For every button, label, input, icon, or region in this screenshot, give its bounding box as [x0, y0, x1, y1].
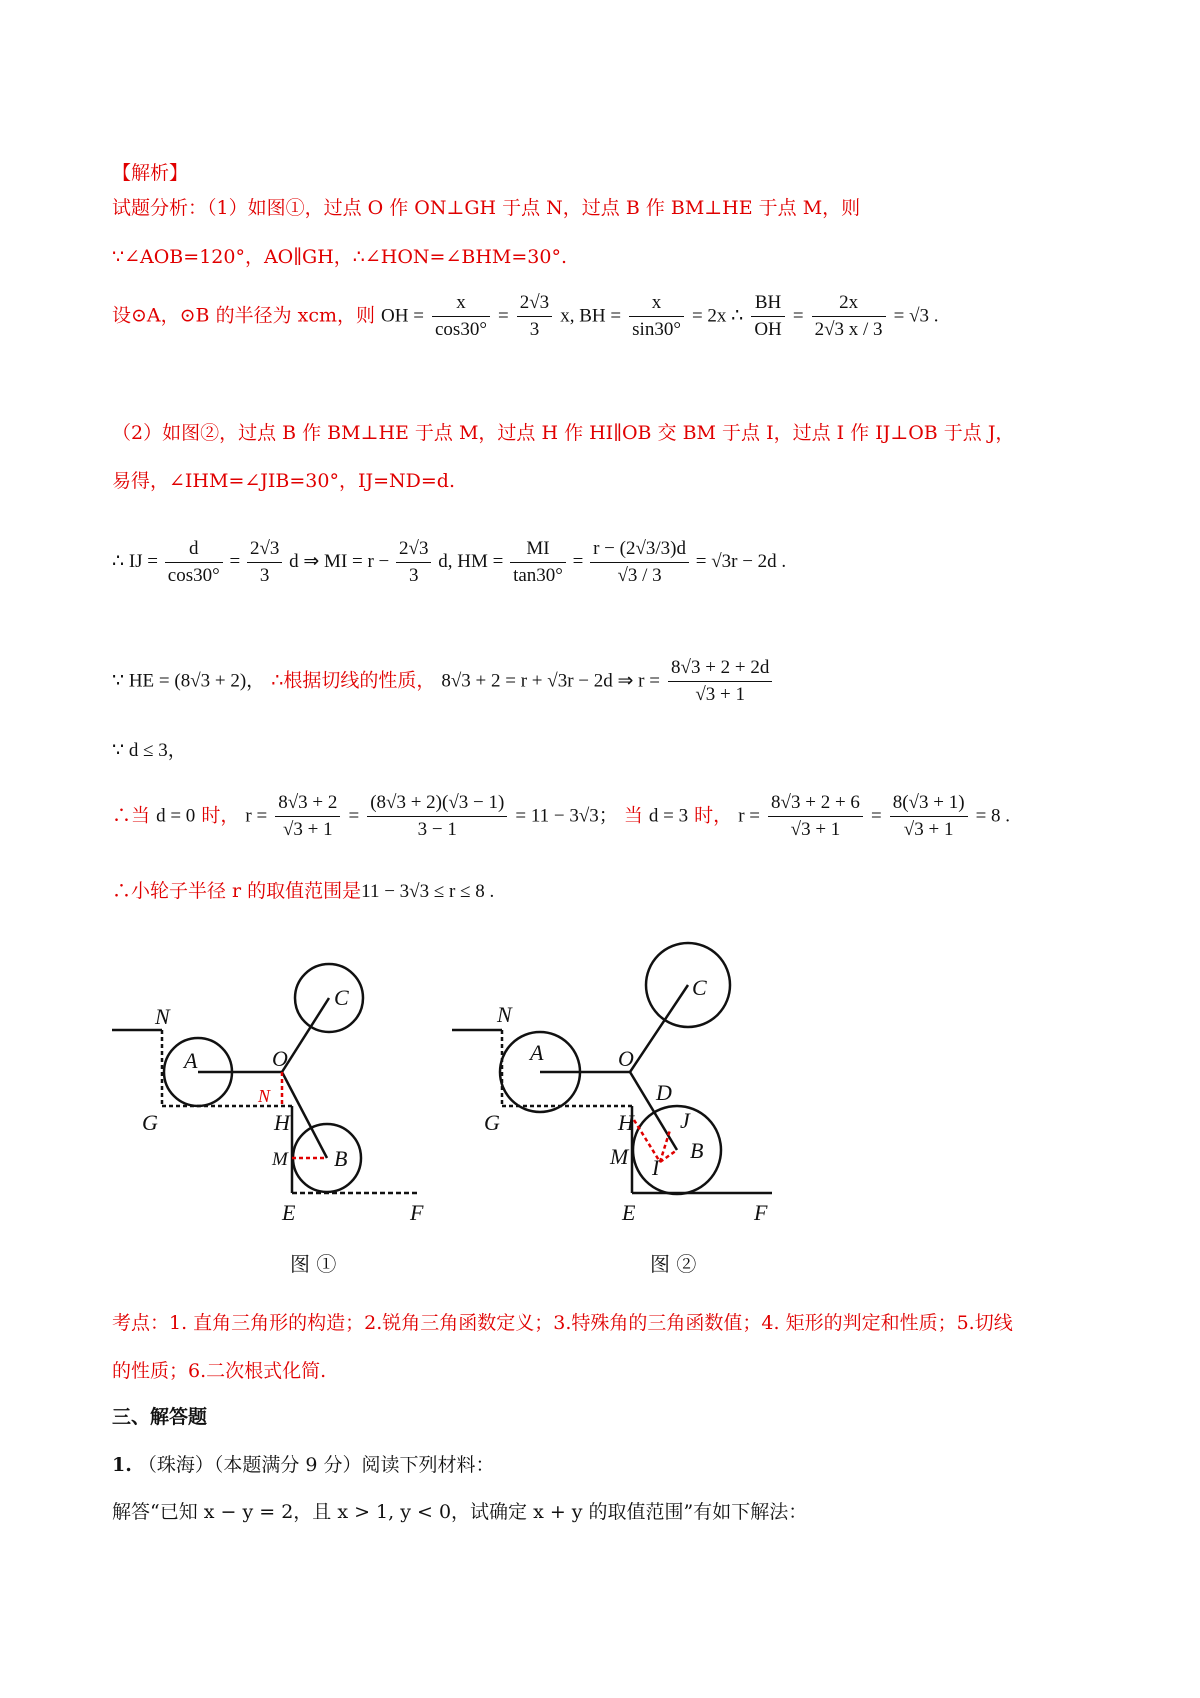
fig1-label-G: G: [142, 1110, 158, 1135]
fig1-label-H: H: [274, 1110, 290, 1135]
fig2-label-D: D: [656, 1080, 672, 1105]
fig1-label-N2: N: [258, 1086, 271, 1106]
fig2-label-F: F: [754, 1200, 768, 1225]
fig2-label-I: I: [652, 1155, 660, 1180]
problem-1: 1. （珠海）（本题满分 9 分）阅读下列材料：: [112, 1454, 495, 1476]
fig1-label-M: M: [272, 1149, 288, 1170]
fig2-label-G: G: [484, 1110, 500, 1135]
section-header: 【解析】: [112, 162, 189, 184]
fig2-label-B: B: [690, 1138, 704, 1163]
fig2-label-N: N: [497, 1002, 512, 1027]
analysis-line-9: ∴当 d = 0 时， r = $\frac{8√3 + 2}{√3 + 1}$ = $\frac{(8√3 + 2)(√3 - 1)}{3 - 1}$ = 11 − 3√3； 当 d = 3 时， r = $\frac{8√3 + 2 + 6}{√3 + 1}$ = $\frac{8(√3 + 1)}{√3 + 1}$ = 8 .: [112, 792, 1011, 840]
fig1-label-A: A: [184, 1048, 198, 1073]
problem-1-line-2: 解答“已知 x − y = 2，且 x > 1, y < 0，试确定 x + y 的取值范围”有如下解法：: [112, 1501, 808, 1523]
fig2-label-A: A: [530, 1040, 544, 1065]
analysis-line-10: ∴小轮子半径 r 的取值范围是11 − 3√3 ≤ r ≤ 8 .: [112, 880, 495, 902]
analysis-line-1: 试题分析：（1）如图①，过点 O 作 ON⊥GH 于点 N，过点 B 作 BM⊥HE 于点 M，则: [112, 197, 861, 219]
analysis-line-4: （2）如图②，过点 B 作 BM⊥HE 于点 M，过点 H 作 HI∥OB 交 BM 于点 I，过点 I 作 IJ⊥OB 于点 J，: [112, 422, 1015, 444]
figure-2-caption: 图 ②: [650, 1252, 697, 1276]
fig2-label-J: J: [680, 1108, 690, 1133]
figures-svg: [112, 930, 852, 1290]
analysis-line-7: ∵ HE = (8√3 + 2)， ∴根据切线的性质， 8√3 + 2 = r + √3r − 2d ⇒ r = $\frac{8√3 + 2 + 2d}{√3 + 1}$: [112, 655, 774, 708]
fig2-label-E: E: [622, 1200, 636, 1225]
analysis-line-3: 设⊙A，⊙B 的半径为 xcm，则 OH = $\frac{x}{\cos 30^\circ}$ = $\frac{2√3}{3}$ x, BH = $\frac{x}{\sin 30^\circ}$ = 2x ∴ $\frac{BH}{OH}$ = $\frac{2x}{2√3 x / 3}$ = √3 .: [112, 292, 939, 340]
fig1-label-F: F: [410, 1200, 424, 1225]
kaodian-line-1: 考点：1. 直角三角形的构造；2.锐角三角函数定义；3.特殊角的三角函数值；4. 矩形的判定和性质；5.切线: [112, 1312, 1013, 1334]
fig2-label-O: O: [618, 1046, 634, 1071]
section-title: 三、解答题: [112, 1406, 208, 1428]
fig1-label-O: O: [272, 1046, 288, 1071]
fig1-label-B: B: [334, 1146, 348, 1171]
fig1-label-N: N: [155, 1004, 170, 1029]
fig1-label-C: C: [334, 985, 349, 1010]
fig2-label-H: H: [618, 1110, 634, 1135]
kaodian-line-2: 的性质；6.二次根式化简.: [112, 1360, 327, 1382]
fig2-label-M: M: [610, 1144, 629, 1169]
fig1-label-E: E: [282, 1200, 296, 1225]
analysis-line-6: ∴ IJ = $\frac{d}{\cos 30^\circ}$ = $\frac{2√3}{3}$ d ⇒ MI = r − $\frac{2√3}{3}$ d, HM = $\frac{MI}{\tan 30^\circ}$ = $\frac{r - (2√3/3)d}{√3 / 3}$ = √3r − 2d .: [112, 538, 787, 586]
figure-1: [112, 964, 420, 1193]
geometry-figures: [112, 930, 852, 1290]
analysis-line-2: ∵∠AOB=120°，AO∥GH，∴∠HON=∠BHM=30°.: [112, 246, 568, 268]
figure-2-labels: [484, 975, 768, 1225]
fig2-label-C: C: [692, 975, 707, 1000]
analysis-line-5: 易得，∠IHM=∠JIB=30°，IJ=ND=d.: [112, 470, 455, 492]
figure-1-caption: 图 ①: [290, 1252, 337, 1276]
analysis-line-8: ∵ d ≤ 3，: [112, 740, 187, 761]
